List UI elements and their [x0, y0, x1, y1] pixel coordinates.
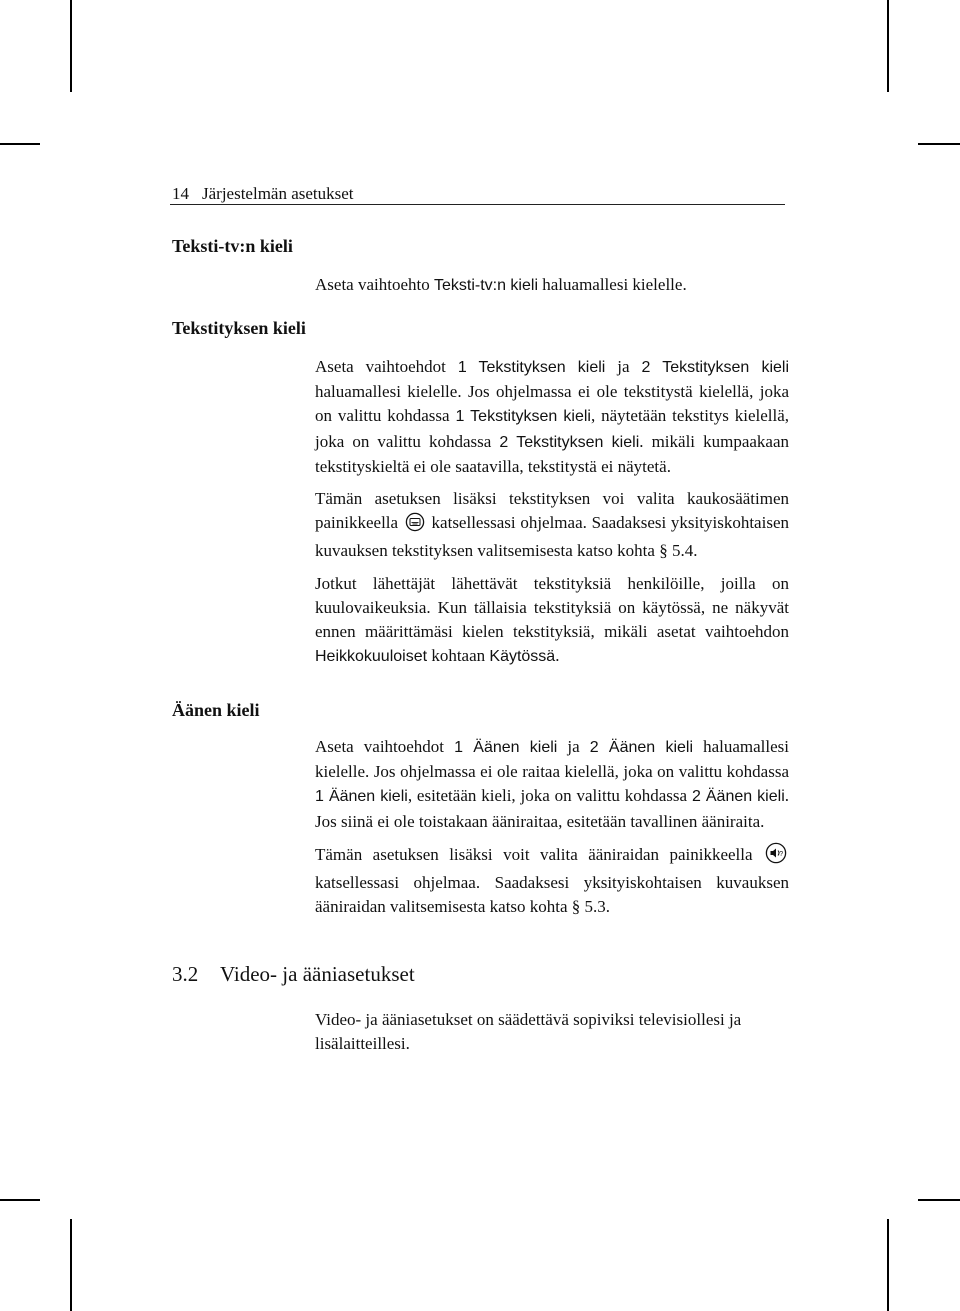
svg-text:?: ?	[779, 850, 784, 858]
crop-mark	[70, 1219, 72, 1311]
subtitle-language-heading: Tekstityksen kieli	[172, 318, 306, 338]
running-header-title: Järjestelmän asetukset	[202, 184, 354, 203]
section-intro-text: Video- ja ääniasetukset on säädettävä sopiviksi televisiollesi ja lisälaitteillesi.	[315, 1010, 742, 1054]
audio-button-icon	[765, 842, 787, 871]
crop-mark	[918, 143, 960, 145]
teletext-language-text: Aseta vaihtoehto Teksti-tv:n kieli haluamallesi kielelle.	[315, 275, 687, 294]
section-title: Video- ja ääniasetukset	[220, 962, 415, 986]
crop-mark	[70, 0, 72, 92]
audio-language-text: Aseta vaihtoehdot 1 Äänen kieli ja 2 Äänen kieli haluamallesi kielelle. Jos ohjelmassa ei ole raitaa kielellä, joka on valittu kohdassa 1 Äänen kieli, esitetään kieli, joka on valittu kohdassa 2 Äänen kieli. Jos siinä ei ole toistakaan ääniraitaa, esitetään tavallinen ääniraita. Tämän asetuksen lisäksi voit valita ääniraidan painikkeella ? katsellessasi ohjelmaa. Saadaksesi yksityiskohtaisen kuvauksen ääniraidan valitsemisesta katso kohta § 5.3.	[315, 737, 789, 917]
header-rule	[170, 204, 785, 205]
crop-mark	[0, 1199, 40, 1201]
teletext-language-heading: Teksti-tv:n kieli	[172, 236, 293, 256]
crop-mark	[918, 1199, 960, 1201]
crop-mark	[887, 1219, 889, 1311]
subtitle-language-text: Aseta vaihtoehdot 1 Tekstityksen kieli ja 2 Tekstityksen kieli haluamallesi kielelle. Jos ohjelmassa ei ole tekstitystä kielellä, joka on valittu kohdassa 1 Tekstityksen kieli, näytetään tekstitys kielellä, joka on valittu kohdassa 2 Tekstityksen kieli. mikäli kumpaakaan tekstityskieltä ei ole saatavilla, tekstitystä ei näytetä. Tämän asetuksen lisäksi tekstityksen voi valita kaukosäätimen painikkeella katsellessasi ohjelmaa. Saadaksesi yksityiskohtaisen kuvauksen tekstityksen valitsemisesta katso kohta § 5.4. Jotkut lähettäjät lähettävät tekstityksiä henkilöille, joilla on kuulovaikeuksia. Kun tällaisia tekstityksiä on käytössä, ne näkyvät ennen määrittämäsi kielen tekstityksiä, mikäli asetat vaihtoehdon Heikkokuuloiset kohtaan Käytössä.	[315, 357, 790, 666]
section-number: 3.2	[172, 962, 199, 986]
crop-mark	[0, 143, 40, 145]
audio-language-heading: Äänen kieli	[172, 700, 260, 720]
subtitle-button-icon	[405, 512, 425, 539]
page-number: 14	[172, 184, 189, 203]
crop-mark	[887, 0, 889, 92]
